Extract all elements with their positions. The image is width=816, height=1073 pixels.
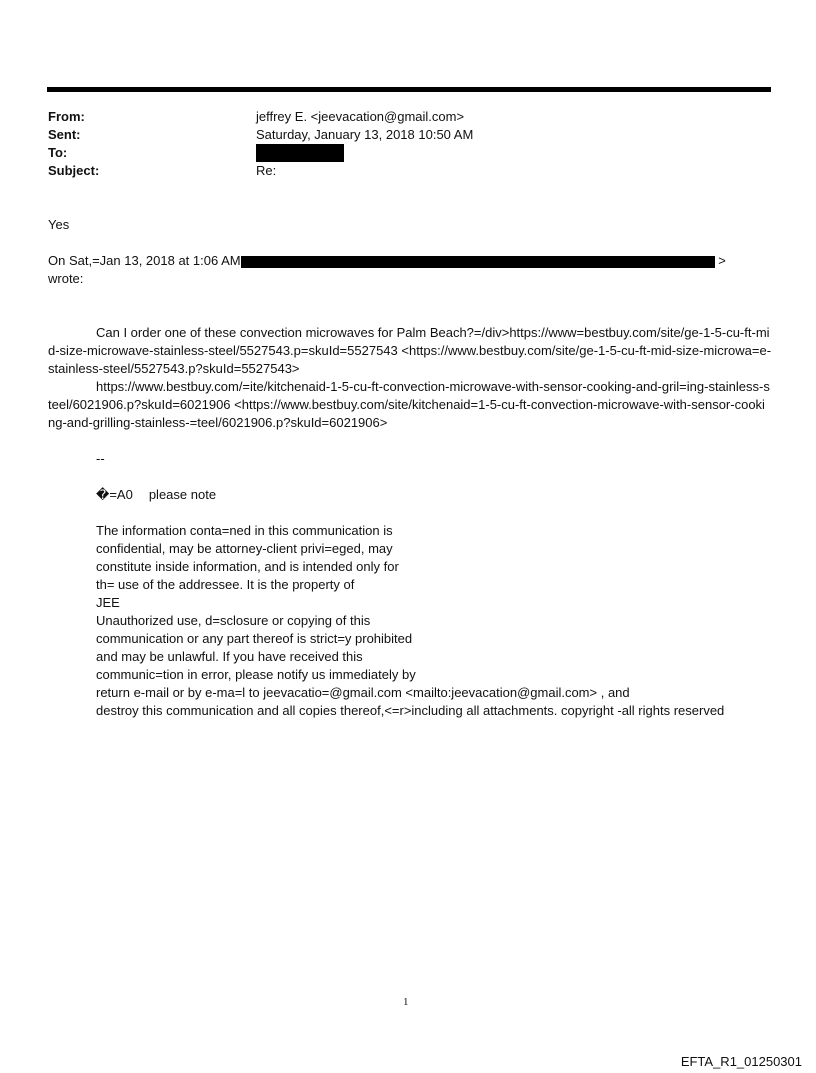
quote-header xyxy=(48,252,726,270)
quote-wrote: wrote: xyxy=(48,271,84,286)
sent-value: Saturday, January 13, 2018 10:50 AM xyxy=(256,127,474,142)
disclaimer-line: confidential, may be attorney-client privi=eged, may xyxy=(96,541,393,556)
sent-label: Sent: xyxy=(48,127,81,142)
disclaimer-line: return e-mail or by e-ma=l to jeevacatio=@gmail.com <mailto:jeevacation@gmail.com> , and xyxy=(96,685,630,700)
disclaimer-line: The information conta=ned in this communication is xyxy=(96,523,393,538)
disclaimer-line: communication or any part thereof is strict=y prohibited xyxy=(96,631,413,646)
disclaimer-line: Unauthorized use, d=sclosure or copying of this xyxy=(96,613,371,628)
to-label: To: xyxy=(48,145,68,160)
header-rule xyxy=(47,87,771,92)
signature-note xyxy=(96,486,216,504)
disclaimer-line: JEE xyxy=(96,595,120,610)
quote-close: > xyxy=(718,253,726,268)
subject-value: Re: xyxy=(256,163,277,178)
subject-label: Subject: xyxy=(48,163,100,178)
to-value xyxy=(256,144,344,162)
note-prefix: �=A0 xyxy=(96,487,133,502)
page-number: 1 xyxy=(403,996,409,1008)
request-paragraph xyxy=(48,324,772,432)
signature-dashes: -- xyxy=(96,451,105,466)
disclaimer-line: communic=tion in error, please notify us immediately by xyxy=(96,667,416,682)
reply-text: Yes xyxy=(48,217,70,232)
quote-intro: On Sat,=Jan 13, 2018 at 1:06 AM xyxy=(48,253,241,268)
bates-number: EFTA_R1_01250301 xyxy=(680,1054,802,1069)
disclaimer-line: th= use of the addressee. It is the property of xyxy=(96,577,355,592)
from-value: jeffrey E. <jeevacation@gmail.com> xyxy=(256,109,465,124)
request-line-2: https://www.bestbuy.com/=ite/kitchenaid-1-5-cu-ft-convection-microwave-with-sensor-cooking-and-gril=ing-stainless-steel/6021906.p?skuId=6021906 <https://www.bestbuy.com/site/kitchenaid=1-5-cu-ft-convection-microwave-with-sensor-cooking-and-grilling-stainless-=teel/6021906.p?skuId=6021906> xyxy=(48,379,770,430)
note-text: please note xyxy=(148,487,217,502)
quote-sender-redaction xyxy=(241,256,715,268)
request-line-1: Can I order one of these convection microwaves for Palm Beach?=/div>https://www=bestbuy.com/site/ge-1-5-cu-ft-mid-size-microwave-stainless-steel/5527543.p=skuId=5527543 <https://www.bestbuy.com/site/ge-1-5-cu-ft-mid-size-microwa=e-stainless-steel/5527543.p?skuId=5527543> xyxy=(48,325,772,376)
to-redaction xyxy=(256,144,344,162)
from-label: From: xyxy=(48,109,85,124)
disclaimer-line: destroy this communication and all copies thereof,<=r>including all attachments. copyright -all rights reserved xyxy=(96,703,725,718)
disclaimer-line: constitute inside information, and is intended only for xyxy=(96,559,399,574)
disclaimer-line: and may be unlawful. If you have received this xyxy=(96,649,363,664)
